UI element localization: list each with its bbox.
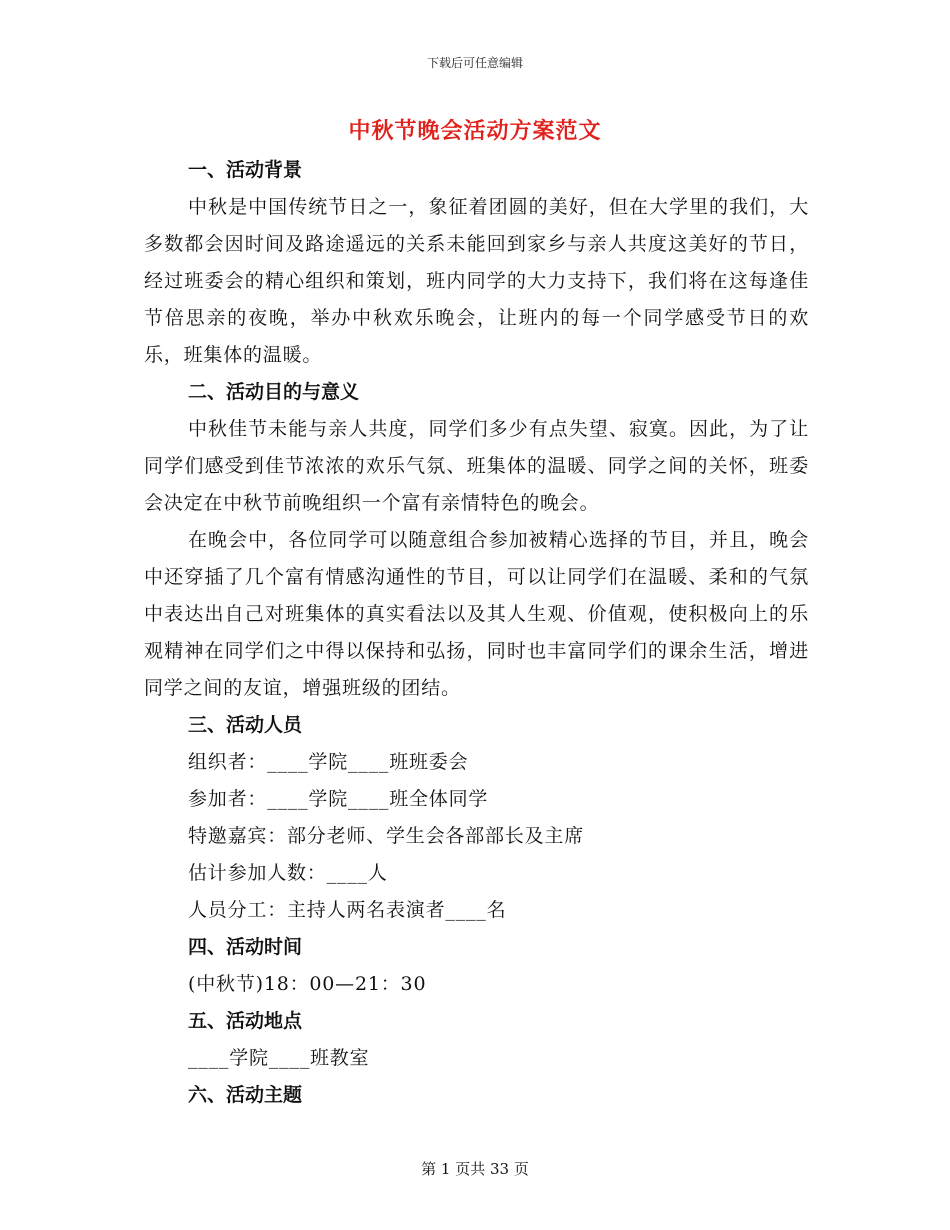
paragraph-background: 中秋是中国传统节日之一，象征着团圆的美好，但在大学里的我们，大多数都会因时间及路途遥远的关系未能回到家乡与亲人共度这美好的节日，经过班委会的精心组织和策划，班内同学的大力支持下，我们将在这每逢佳节倍思亲的夜晚，举办中秋欢乐晚会，让班内的每一个同学感受节日的欢乐，班集体的温暖。: [144, 196, 809, 366]
section-heading-time: 四、活动时间: [188, 936, 303, 958]
personnel-estimated-count: 估计参加人数：____人: [188, 862, 388, 884]
paragraph-purpose-2: 在晚会中，各位同学可以随意组合参加被精心选择的节目，并且，晚会中还穿插了几个富有情感沟通性的节目，可以让同学们在温暖、柔和的气氛中表达出自己对班集体的真实看法以及其人生观、价值观，使积极向上的乐观精神在同学们之中得以保持和弘扬，同时也丰富同学们的课余生活，增进同学之间的友谊，增强班级的团结。: [144, 529, 809, 699]
personnel-roles: 人员分工：主持人两名表演者____名: [188, 899, 507, 921]
section-heading-theme: 六、活动主题: [188, 1084, 303, 1106]
section-heading-location: 五、活动地点: [188, 1010, 303, 1032]
page-footer: 第 1 页共 33 页: [421, 1160, 529, 1178]
paragraph-purpose-1: 中秋佳节未能与亲人共度，同学们多少有点失望、寂寞。因此，为了让同学们感受到佳节浓浓的欢乐气氛、班集体的温暖、同学之间的关怀，班委会决定在中秋节前晚组织一个富有亲情特色的晚会。: [144, 418, 809, 514]
activity-location: ____学院____班教室: [188, 1047, 370, 1069]
document-body: [144, 152, 809, 1114]
personnel-organizer: 组织者：____学院____班班委会: [188, 751, 469, 773]
section-heading-background: 一、活动背景: [188, 159, 303, 181]
header-note: 下载后可任意编辑: [426, 56, 523, 70]
personnel-participants: 参加者：____学院____班全体同学: [188, 788, 489, 810]
activity-time: (中秋节)18：00—21：30: [188, 973, 427, 995]
section-heading-purpose: 二、活动目的与意义: [188, 381, 360, 403]
personnel-guests: 特邀嘉宾：部分老师、学生会各部部长及主席: [188, 825, 585, 847]
section-heading-personnel: 三、活动人员: [188, 714, 303, 736]
document-title: 中秋节晚会活动方案范文: [348, 119, 602, 144]
